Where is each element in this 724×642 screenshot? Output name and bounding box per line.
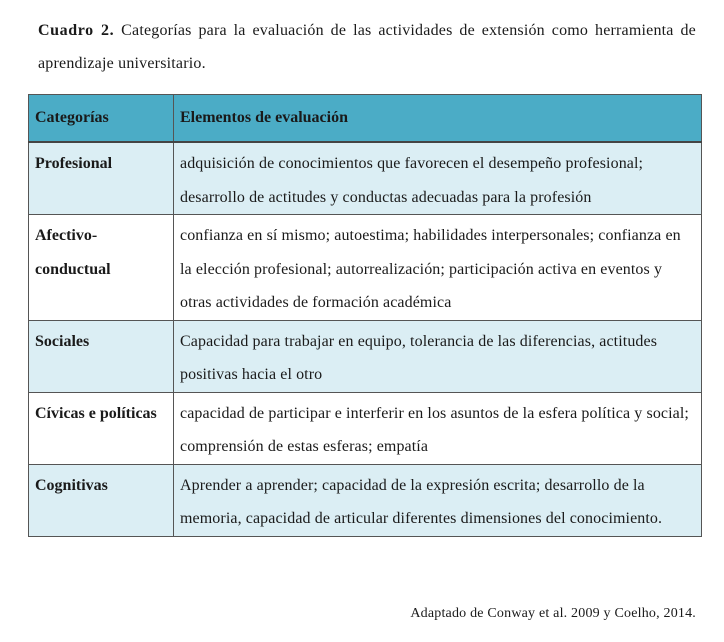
header-categorias: Categorías — [29, 95, 174, 143]
elements-cell: adquisición de conocimientos que favorecen el desempeño profesional; desarrollo de actitudes y conductas adecuadas para la profesión — [174, 142, 702, 215]
category-cell: Profesional — [29, 142, 174, 215]
elements-cell: Aprender a aprender; capacidad de la expresión escrita; desarrollo de la memoria, capacidad de articular diferentes dimensiones del conocimiento. — [174, 464, 702, 536]
category-cell: Cognitivas — [29, 464, 174, 536]
table-row — [29, 215, 702, 321]
elements-cell: capacidad de participar e interferir en los asuntos de la esfera política y social; comprensión de estas esferas; empatía — [174, 392, 702, 464]
category-cell: Sociales — [29, 320, 174, 392]
source-note: Adaptado de Conway et al. 2009 y Coelho, 2014. — [410, 606, 696, 621]
category-cell: Afectivo-conductual — [29, 215, 174, 321]
caption-text: Categorías para la evaluación de las actividades de extensión como herramienta de aprendizaje universitario. — [38, 22, 696, 72]
table-row — [29, 142, 702, 215]
table-row — [29, 392, 702, 464]
table-row — [29, 320, 702, 392]
table-row — [29, 464, 702, 536]
elements-cell: confianza en sí mismo; autoestima; habilidades interpersonales; confianza en la elección profesional; autorrealización; participación activa en eventos y otras actividades de formación académica — [174, 215, 702, 321]
evaluation-table — [28, 94, 702, 537]
caption-label: Cuadro 2. — [38, 22, 115, 39]
header-elementos: Elementos de evaluación — [174, 95, 702, 143]
table-caption — [38, 14, 696, 80]
elements-cell: Capacidad para trabajar en equipo, tolerancia de las diferencias, actitudes positivas hacia el otro — [174, 320, 702, 392]
table-header-row — [29, 95, 702, 143]
category-cell: Cívicas e políticas — [29, 392, 174, 464]
